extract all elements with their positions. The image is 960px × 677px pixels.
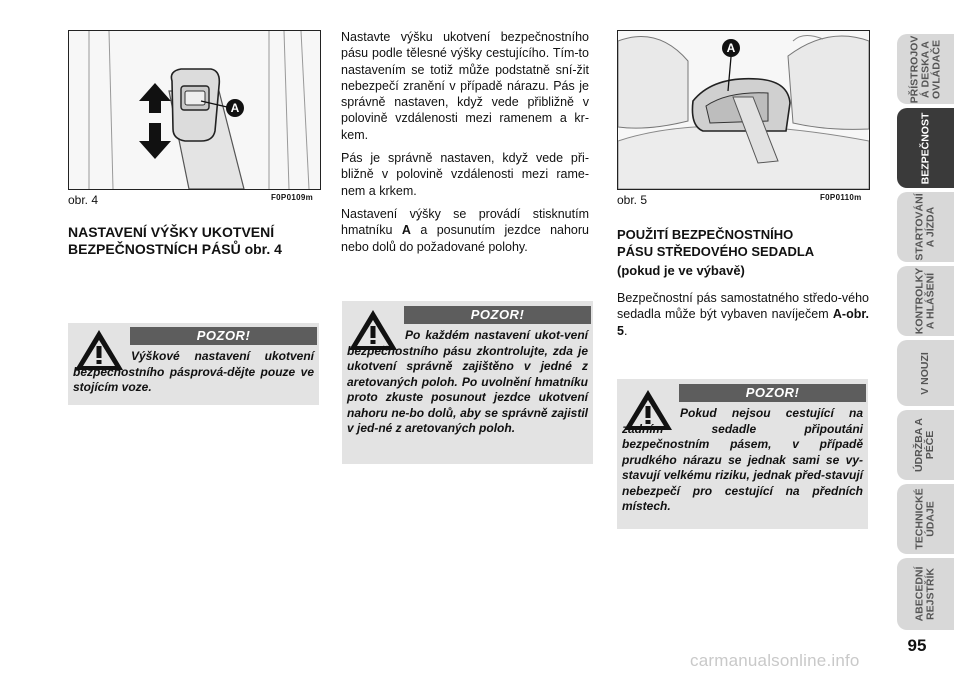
figure-4-caption: obr. 4 — [68, 193, 99, 207]
figure-5-marker: A — [726, 41, 736, 55]
warning-box-2 — [342, 301, 593, 464]
warning-title: POZOR! — [404, 306, 591, 324]
warning-text: Výškové nastavení ukotvení bezpečnostního pásprová-dějte pouze ve stojícím voze. — [73, 349, 314, 394]
tab-kontrolky[interactable] — [897, 266, 954, 336]
heading-line-1: POUŽITÍ BEZPEČNOSTNÍHO — [617, 227, 794, 242]
center-seatbelt-retractor-illustration — [618, 31, 869, 189]
figure-5-image — [617, 30, 870, 190]
tab-abecedni-rejstrik[interactable] — [897, 558, 954, 630]
warning-text: Pokud nejsou cestující na zadním sedadle připoutáni bezpečnostním pásem, v případě prudkého nárazu se jednak sami se vy-stavují velkému riziku, jednak před-stavují nebezpečí pro cestující na předních místech. — [622, 406, 863, 513]
figure-4-image — [68, 30, 321, 190]
heading-line-1: NASTAVENÍ VÝŠKY UKOTVENÍ — [68, 224, 275, 240]
page-number: 95 — [907, 636, 927, 655]
warning-text: Po každém nastavení ukot-vení bezpečnostního pásu zkontrolujte, zda je ukotvení správně zajištěno v jedné z aretovaných poloh. Po uvolnění hmatníku proto zkuste posunout jezdce ukotvení nahoru ne-bo dolů, aby se správně zajistil v jed-né z aretovaných poloh. — [347, 328, 588, 435]
tab-label: BEZPEČNOST — [919, 112, 932, 184]
paragraph-1: Nastavte výšku ukotvení bezpečnostního pásu podle tělesné výšky cestujícího. Tím-to nastavením se totiž může podstatně sní-žit nebezpečí zranění v případě nárazu. Pás je správně nastaven, když vede přibližně v polovině vzdálenosti mezi ramenem a kr-kem. — [341, 30, 589, 142]
tab-label: V NOUZI — [919, 351, 931, 395]
tab-bezpecnost[interactable] — [897, 108, 954, 188]
tab-v-nouzi[interactable] — [897, 340, 954, 406]
tab-startovani[interactable] — [897, 192, 954, 262]
tab-pristrojova-deska[interactable] — [897, 34, 954, 104]
paragraph-2: Pás je správně nastaven, když vede při-bližně v polovině vzdálenosti mezi rame-nem a krkem. — [341, 151, 589, 198]
tab-label: ÚDRŽBA A PÉČE — [913, 417, 937, 473]
paragraph-3: Nastavení výšky se provádí stisknutím hmatníku A a posunutím jezdce nahoru nebo dolů do požadované polohy. — [341, 206, 589, 254]
figure-4-marker: A — [230, 101, 240, 115]
figure-5-code: F0P0110m — [820, 193, 862, 202]
tab-udrzba[interactable] — [897, 410, 954, 480]
figure-5-caption: obr. 5 — [617, 193, 648, 207]
tab-label: TECHNICKÉ ÚDAJE — [913, 488, 937, 550]
right-body-text — [617, 290, 869, 346]
figure-4-code: F0P0109m — [271, 193, 313, 202]
warning-title: POZOR! — [679, 384, 866, 402]
button-reference-a: A — [401, 223, 411, 238]
heading-line-3: (pokud je ve výbavě) — [617, 263, 745, 278]
tab-technicke-udaje[interactable] — [897, 484, 954, 554]
watermark: carmanualsonline.info — [690, 651, 860, 670]
warning-title: POZOR! — [130, 327, 317, 345]
heading-line-2: BEZPEČNOSTNÍCH PÁSŮ obr. 4 — [68, 241, 282, 257]
figure-reference: A-obr. 5 — [617, 307, 869, 338]
heading-line-2: PÁSU STŘEDOVÉHO SEDADLA — [617, 244, 815, 259]
paragraph-1: Bezpečnostní pás samostatného středo-vého sedadla může být vybaven navíječem A-obr. 5. — [617, 291, 869, 338]
warning-box-3 — [617, 379, 868, 529]
tab-label: ABECEDNÍ REJSTŘÍK — [913, 566, 937, 622]
section-heading-height-adjustment — [68, 224, 323, 258]
seatbelt-height-adjuster-illustration — [69, 31, 320, 189]
tab-label: STARTOVÁNÍ A JÍZDA — [913, 193, 937, 261]
tab-label: KONTROLKY A HLÁŠENÍ — [913, 267, 937, 335]
middle-body-text — [341, 29, 589, 262]
tab-label: PŘÍSTROJOV Á DESKA A OVLÁDAČE — [908, 35, 942, 103]
warning-box-1 — [68, 323, 319, 405]
section-heading-center-seat-belt — [617, 226, 872, 279]
